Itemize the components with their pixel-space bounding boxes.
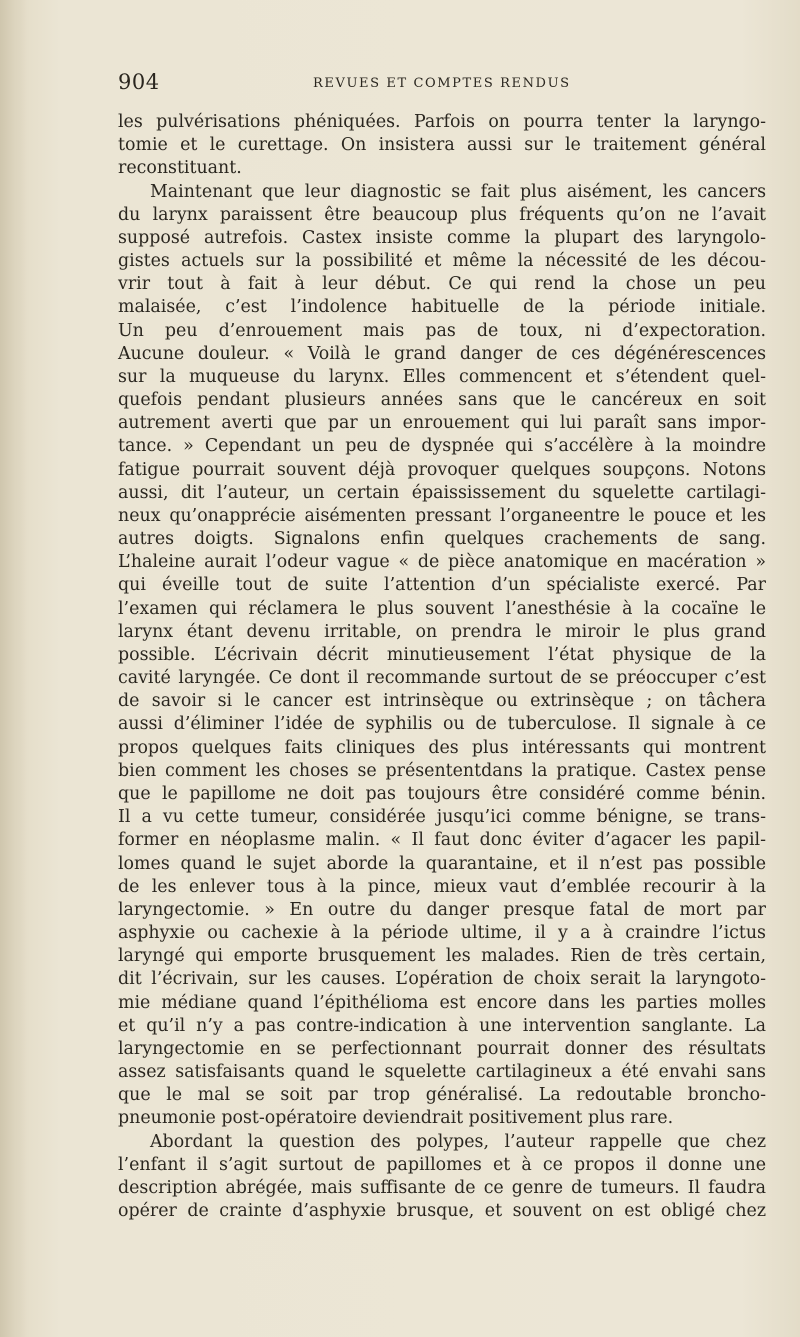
text-line: cavité laryngée. Ce dont il recommande surtout de se préoccuper c’est — [118, 668, 766, 689]
text-line: et qu’il n’y a pas contre-indication à une intervention sanglante. La — [118, 1015, 766, 1036]
text-line: de savoir si le cancer est intrinsèque ou extrinsèque ; on tâchera — [118, 691, 766, 712]
text-line: assez satisfaisants quand le squelette cartilagineux a été envahi sans — [118, 1062, 766, 1083]
text-line: former en néoplasme malin. « Il faut donc éviter d’agacer les papil- — [118, 830, 766, 851]
text-line: de les enlever tous à la pince, mieux vaut d’emblée recourir à la — [118, 876, 766, 897]
page-number: 904 — [118, 70, 160, 94]
text-line: pneumonie post-opératoire deviendrait positivement plus rare. — [118, 1108, 674, 1129]
text-line: asphyxie ou cachexie à la période ultime, il y a à craindre l’ictus — [118, 923, 766, 944]
text-line: que le mal se soit par trop généralisé. La redoutable broncho- — [118, 1085, 766, 1106]
text-line: aussi, dit l’auteur, un certain épaississement du squelette cartilagi- — [118, 482, 766, 503]
text-line: supposé autrefois. Castex insiste comme la plupart des laryngolo- — [118, 227, 766, 248]
text-line: possible. L’écrivain décrit minutieusement l’état physique de la — [118, 644, 766, 665]
body-text — [118, 111, 766, 1223]
page-header — [118, 70, 766, 100]
text-line: qui éveille tout de suite l’attention d’un spécialiste exercé. Par — [118, 575, 766, 596]
text-line: dit l’écrivain, sur les causes. L’opération de choix serait la laryngoto- — [118, 969, 766, 990]
text-line: tomie et le curettage. On insistera aussi sur le traitement général — [118, 135, 766, 156]
text-line: laryngectomie en se perfectionnant pourrait donner des résultats — [118, 1038, 766, 1059]
text-line: sur la muqueuse du larynx. Elles commencent et s’étendent quel- — [118, 366, 766, 387]
text-line: tance. » Cependant un peu de dyspnée qui s’accélère à la moindre — [118, 436, 766, 457]
text-line: fatigue pourrait souvent déjà provoquer quelques soupçons. Notons — [118, 459, 766, 480]
text-line: du larynx paraissent être beaucoup plus fréquents qu’on ne l’avait — [118, 204, 766, 225]
text-line: l’enfant il s’agit surtout de papillomes et à ce propos il donne une — [118, 1154, 766, 1175]
text-line: l’examen qui réclamera le plus souvent l’anesthésie à la cocaïne le — [118, 598, 766, 619]
text-line: aussi d’éliminer l’idée de syphilis ou de tuberculose. Il signale à ce — [118, 714, 766, 735]
text-line: Il a vu cette tumeur, considérée jusqu’ici comme bénigne, se trans- — [118, 807, 766, 828]
text-line: Un peu d’enrouement mais pas de toux, ni d’expectoration. — [118, 320, 766, 341]
text-line: autres doigts. Signalons enfin quelques crachements de sang. — [118, 529, 766, 550]
text-line: laryngectomie. » En outre du danger presque fatal de mort par — [118, 899, 766, 920]
text-line: lomes quand le sujet aborde la quarantaine, et il n’est pas possible — [118, 853, 766, 874]
page-edge-shadow — [0, 0, 26, 1337]
text-line: mie médiane quand l’épithélioma est encore dans les parties molles — [118, 992, 766, 1013]
text-line: bien comment les choses se présententdans la pratique. Castex pense — [118, 760, 766, 781]
text-line: laryngé qui emporte brusquement les malades. Rien de très certain, — [118, 946, 766, 967]
text-line: L’haleine aurait l’odeur vague « de pièce anatomique en macération » — [118, 552, 766, 573]
text-line: quefois pendant plusieurs années sans que le cancéreux en soit — [118, 390, 766, 411]
text-line: reconstituant. — [118, 158, 242, 179]
text-line: larynx étant devenu irritable, on prendra le miroir le plus grand — [118, 621, 766, 642]
text-line: Maintenant que leur diagnostic se fait plus aisément, les cancers — [150, 181, 766, 202]
text-line: gistes actuels sur la possibilité et même la nécessité de les décou- — [118, 251, 766, 272]
text-line: Aucune douleur. « Voilà le grand danger de ces dégénérescences — [118, 343, 766, 364]
running-title: REVUES ET COMPTES RENDUS — [313, 76, 571, 91]
text-line: description abrégée, mais suffisante de ce genre de tumeurs. Il faudra — [118, 1177, 766, 1198]
text-line: neux qu’onapprécie aisémenten pressant l’organeentre le pouce et les — [118, 505, 766, 526]
text-line: vrir tout à fait à leur début. Ce qui rend la chose un peu — [118, 274, 766, 295]
text-line: que le papillome ne doit pas toujours être considéré comme bénin. — [118, 783, 766, 804]
text-line: propos quelques faits cliniques des plus intéressants qui montrent — [118, 737, 766, 758]
text-line: opérer de crainte d’asphyxie brusque, et souvent on est obligé chez — [118, 1201, 766, 1222]
text-line: malaisée, c’est l’indolence habituelle de la période initiale. — [118, 297, 766, 318]
text-line: autrement averti que par un enrouement qui lui paraît sans impor- — [118, 413, 766, 434]
text-line: les pulvérisations phéniquées. Parfois on pourra tenter la laryngo- — [118, 112, 766, 132]
text-line: Abordant la question des polypes, l’auteur rappelle que chez — [150, 1131, 766, 1152]
